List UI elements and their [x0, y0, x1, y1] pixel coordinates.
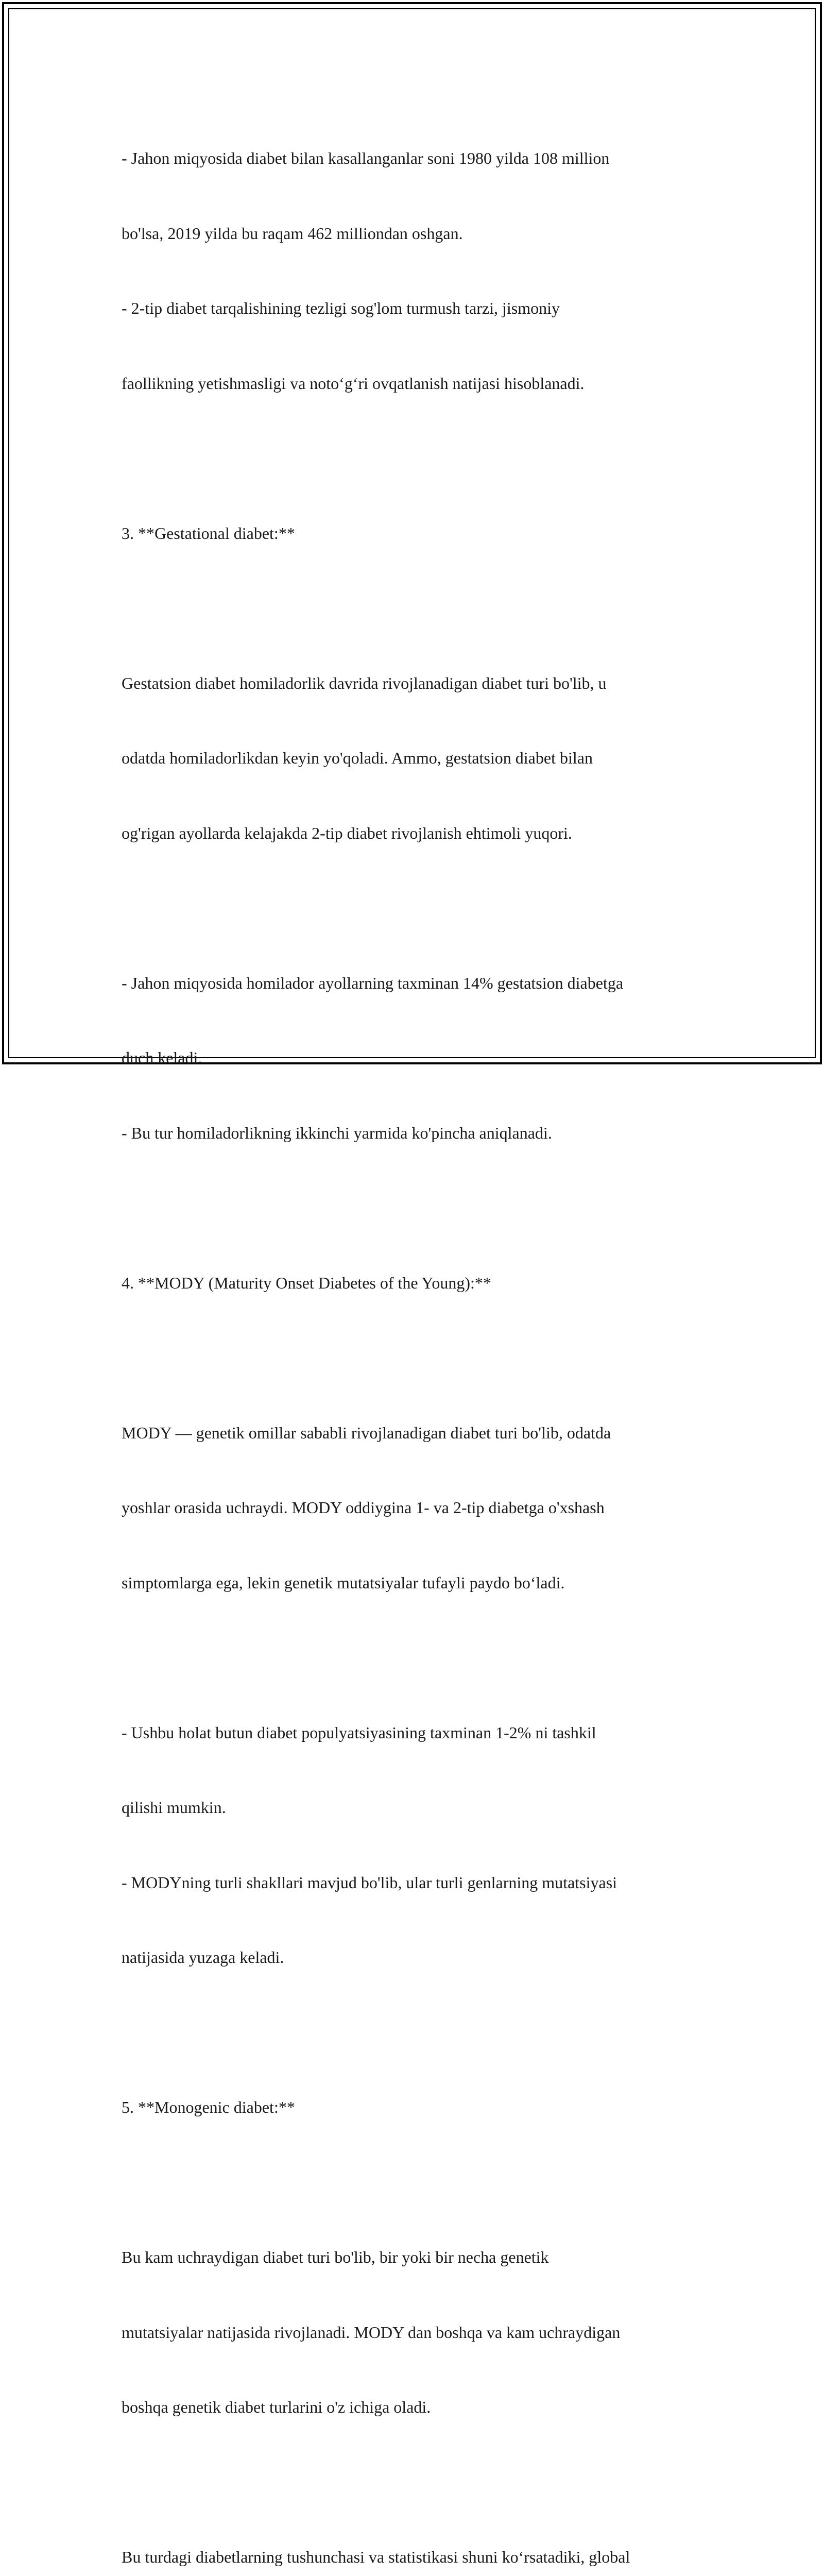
text-line: duch keladi.: [122, 1048, 202, 1067]
text-line: Bu turdagi diabetlarning tushunchasi va statistikasi shuni ko‘rsatadiki, global: [122, 2548, 630, 2566]
paragraph-gap: [122, 1645, 719, 1670]
text-line: Bu kam uchraydigan diabet turi bo'lib, bir yoki bir necha genetik: [122, 2248, 549, 2266]
document-body: [122, 96, 719, 2576]
paragraph-gap: [122, 2170, 719, 2195]
text-line: bo'lsa, 2019 yilda bu raqam 462 milliondan oshgan.: [122, 224, 463, 243]
paragraph-gap: [122, 1345, 719, 1370]
text-line: - Ushbu holat butun diabet populyatsiyasining taxminan 1-2% ni tashkil: [122, 1723, 596, 1742]
paragraph-gap: [122, 2470, 719, 2495]
text-line: - Jahon miqyosida diabet bilan kasallanganlar soni 1980 yilda 108 million: [122, 149, 610, 167]
text-line: boshqa genetik diabet turlarini o'z ichiga oladi.: [122, 2398, 431, 2416]
text-line: faollikning yetishmasligi va noto‘g‘ri ovqatlanish natijasi hisoblanadi.: [122, 374, 585, 393]
paragraph-conclusion: [122, 2495, 719, 2576]
section-heading-monogenic: [122, 2045, 719, 2170]
text-line: odatda homiladorlikdan keyin yo'qoladi. Ammo, gestatsion diabet bilan: [122, 749, 593, 767]
text-line: simptomlarga ega, lekin genetik mutatsiyalar tufayli paydo bo‘ladi.: [122, 1573, 565, 1592]
text-line: og'rigan ayollarda kelajakda 2-tip diabet rivojlanish ehtimoli yuqori.: [122, 823, 572, 842]
stats-list-gestational: [122, 921, 719, 1196]
text-line: 3. **Gestational diabet:**: [122, 523, 295, 543]
text-line: mutatsiyalar natijasida rivojlanadi. MODY dan boshqa va kam uchraydigan: [122, 2323, 621, 2342]
section-heading-mody: [122, 1221, 719, 1346]
section-heading-gestational: [122, 471, 719, 596]
stats-list-mody: [122, 1670, 719, 2020]
text-line: yoshlar orasida uchraydi. MODY oddiygina 1- va 2-tip diabetga o'xshash: [122, 1498, 605, 1517]
text-line: 4. **MODY (Maturity Onset Diabetes of the Young):**: [122, 1273, 491, 1292]
paragraph-monogenic: [122, 2195, 719, 2470]
paragraph-mody: [122, 1370, 719, 1646]
text-line: - MODYning turli shakllari mavjud bo'lib, ular turli genlarning mutatsiyasi: [122, 1873, 617, 1892]
paragraph-gap: [122, 1195, 719, 1221]
text-line: 5. **Monogenic diabet:**: [122, 2098, 295, 2116]
paragraph-gestational: [122, 621, 719, 896]
text-line: - 2-tip diabet tarqalishining tezligi sog'lom turmush tarzi, jismoniy: [122, 299, 560, 317]
text-line: - Bu tur homiladorlikning ikkinchi yarmida ko'pincha aniqlanadi.: [122, 1123, 552, 1142]
text-line: qilishi mumkin.: [122, 1798, 226, 1817]
text-line: - Jahon miqyosida homilador ayollarning taxminan 14% gestatsion diabetga: [122, 973, 624, 992]
text-line: Gestatsion diabet homiladorlik davrida rivojlanadigan diabet turi bo'lib, u: [122, 673, 607, 692]
paragraph-gap: [122, 596, 719, 621]
paragraph-gap: [122, 2020, 719, 2045]
paragraph-gap: [122, 446, 719, 471]
text-line: MODY — genetik omillar sababli rivojlanadigan diabet turi bo'lib, odatda: [122, 1423, 611, 1442]
stats-list-type2: [122, 96, 719, 446]
text-line: natijasida yuzaga keladi.: [122, 1948, 284, 1967]
paragraph-gap: [122, 895, 719, 921]
